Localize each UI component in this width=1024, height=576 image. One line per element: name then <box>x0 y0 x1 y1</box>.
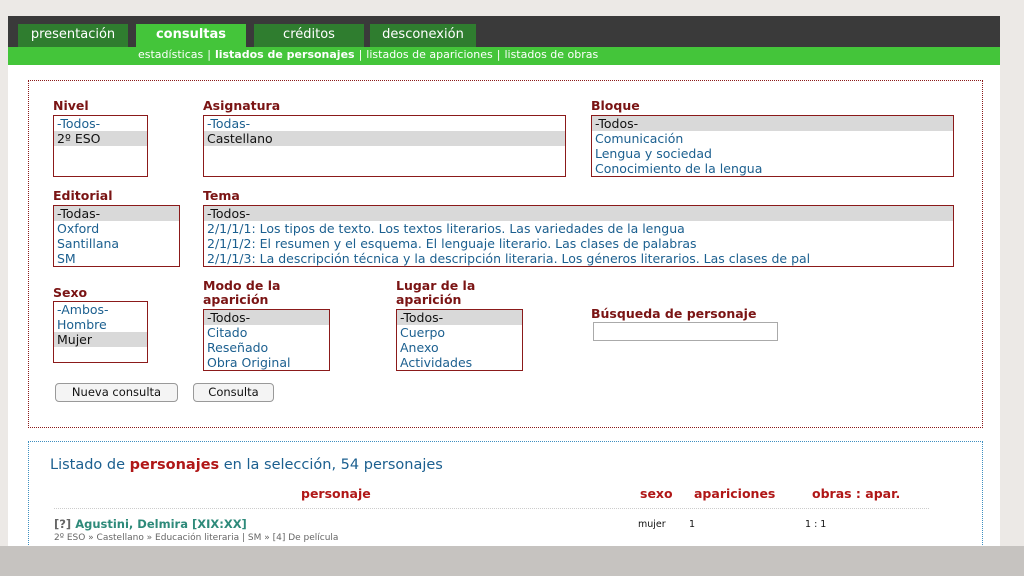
table-row-obras: 1 : 1 <box>805 519 827 530</box>
lugar-label-line1: Lugar de la <box>396 278 476 293</box>
column-header-obras[interactable]: obras : apar. <box>812 486 901 501</box>
bloque-label: Bloque <box>591 98 640 113</box>
results-title-suffix: en la selección, 54 personajes <box>223 457 443 473</box>
subnav-listados-personajes[interactable]: listados de personajes <box>214 48 355 61</box>
unknown-marker: [?] <box>54 517 72 531</box>
lugar-option[interactable]: Cuerpo <box>400 325 446 340</box>
table-row-sexo: mujer <box>638 519 666 530</box>
modo-option[interactable]: -Todos- <box>204 310 329 325</box>
column-header-apariciones[interactable]: apariciones <box>694 486 776 501</box>
bloque-option[interactable]: Comunicación <box>595 131 684 146</box>
modo-label <box>203 279 280 307</box>
row-divider <box>54 508 929 509</box>
table-row-detail: 2º ESO » Castellano » Educación literaria | SM » [4] De película <box>54 533 339 543</box>
modo-option[interactable]: Obra Original <box>207 355 291 370</box>
tab-presentacion[interactable]: presentación <box>18 24 128 47</box>
lugar-label <box>396 279 475 307</box>
column-header-personaje[interactable]: personaje <box>301 486 371 501</box>
tema-option[interactable]: 2/1/1/2: El resumen y el esquema. El lenguaje literario. Las clases de palabras <box>207 236 697 251</box>
table-row-name[interactable] <box>54 517 247 531</box>
sub-nav <box>138 47 598 63</box>
tab-desconexion[interactable]: desconexión <box>370 24 476 47</box>
subnav-listados-obras[interactable]: listados de obras <box>504 48 599 61</box>
subnav-estadisticas[interactable]: estadísticas <box>138 48 204 61</box>
sexo-label: Sexo <box>53 285 88 300</box>
tab-creditos[interactable]: créditos <box>254 24 364 47</box>
modo-option[interactable]: Reseñado <box>207 340 269 355</box>
tema-option[interactable]: 2/1/1/1: Los tipos de texto. Los textos literarios. Las variedades de la lengua <box>207 221 685 236</box>
tema-listbox[interactable] <box>203 205 954 267</box>
tab-consultas[interactable]: consultas <box>136 24 246 47</box>
editorial-option[interactable]: Oxford <box>57 221 100 236</box>
subnav-separator: | <box>358 48 363 61</box>
nivel-listbox[interactable] <box>53 115 148 177</box>
query-form <box>28 80 983 428</box>
tema-option[interactable]: 2/1/1/3: La descripción técnica y la descripción literaria. Los géneros literarios. Las clases de pal <box>207 251 811 266</box>
sexo-listbox[interactable] <box>53 301 148 363</box>
lugar-option[interactable]: -Todos- <box>397 310 522 325</box>
sub-nav-bar <box>8 47 1000 65</box>
consulta-button[interactable]: Consulta <box>193 383 274 402</box>
bloque-option[interactable]: Conocimiento de la lengua <box>595 161 763 176</box>
asignatura-listbox[interactable] <box>203 115 566 177</box>
bloque-option[interactable]: -Todos- <box>592 116 953 131</box>
nivel-option[interactable]: -Todos- <box>57 116 101 131</box>
editorial-option[interactable]: SM <box>57 251 76 266</box>
bottom-strip <box>0 546 1024 576</box>
editorial-label: Editorial <box>53 188 113 203</box>
asignatura-label: Asignatura <box>203 98 281 113</box>
tema-option[interactable]: -Todos- <box>204 206 953 221</box>
sexo-option[interactable]: -Ambos- <box>57 302 109 317</box>
results-panel <box>28 441 983 546</box>
subnav-separator: | <box>496 48 501 61</box>
editorial-listbox[interactable] <box>53 205 180 267</box>
modo-listbox[interactable] <box>203 309 330 371</box>
sexo-option[interactable]: Hombre <box>57 317 107 332</box>
column-header-sexo[interactable]: sexo <box>640 486 673 501</box>
subnav-separator: | <box>207 48 211 61</box>
bloque-option[interactable]: Lengua y sociedad <box>595 146 712 161</box>
modo-label-line2: aparición <box>203 292 269 307</box>
nivel-label: Nivel <box>53 98 89 113</box>
nivel-option[interactable]: 2º ESO <box>54 131 147 146</box>
asignatura-option[interactable]: Castellano <box>204 131 565 146</box>
editorial-option[interactable]: Santillana <box>57 236 120 251</box>
personaje-link[interactable]: Agustini, Delmira [XIX:XX] <box>75 517 247 531</box>
modo-option[interactable]: Citado <box>207 325 248 340</box>
tema-label: Tema <box>203 188 240 203</box>
busqueda-label: Búsqueda de personaje <box>591 306 757 321</box>
sexo-option[interactable]: Mujer <box>54 332 147 347</box>
results-title-highlight: personajes <box>129 457 220 473</box>
asignatura-option[interactable]: -Todas- <box>207 116 251 131</box>
modo-label-line1: Modo de la <box>203 278 281 293</box>
subnav-listados-apariciones[interactable]: listados de apariciones <box>366 48 493 61</box>
lugar-option[interactable]: Actividades <box>400 355 473 370</box>
results-title <box>50 457 443 473</box>
bloque-listbox[interactable] <box>591 115 954 177</box>
nueva-consulta-button[interactable]: Nueva consulta <box>55 383 178 402</box>
table-row-apariciones: 1 <box>689 519 696 530</box>
top-nav-bar <box>8 16 1000 47</box>
lugar-listbox[interactable] <box>396 309 523 371</box>
page <box>8 16 1000 546</box>
results-title-prefix: Listado de <box>50 457 126 473</box>
lugar-option[interactable]: Anexo <box>400 340 439 355</box>
busqueda-personaje-input[interactable] <box>593 322 778 341</box>
lugar-label-line2: aparición <box>396 292 462 307</box>
editorial-option[interactable]: -Todas- <box>54 206 179 221</box>
